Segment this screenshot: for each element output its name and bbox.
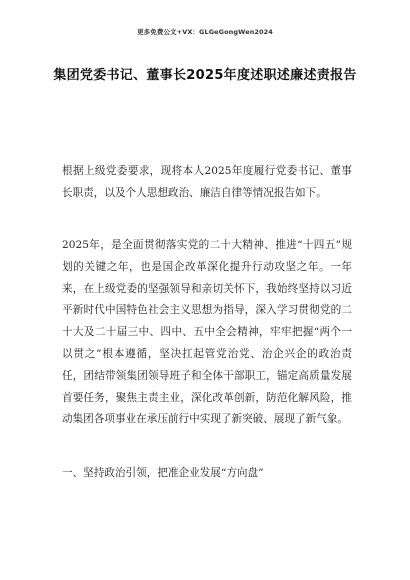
section-heading-1: [62, 463, 352, 485]
paragraph-overview: [62, 235, 352, 431]
document-title: 集团党委书记、董事长2025年度述职述廉述责报告: [53, 68, 357, 83]
header-note: 更多免费公文+VX：GLGeGongWen2024: [137, 28, 273, 36]
section-heading-text: 一、坚持政治引领，把准企业发展“方向盘”: [62, 467, 264, 479]
paragraph-intro: [62, 161, 352, 205]
paragraph-text: 根据上级党委要求，现将本人2025年度履行党委书记、董事长职责，以及个人思想政治、廉洁自律等情况报告如下。: [62, 165, 352, 199]
paragraph-text: 2025年，是全面贯彻落实党的二十大精神、推进“十四五”规划的关键之年，也是国企改革深化提升行动攻坚之年。一年来，在上级党委的坚强领导和亲切关怀下，我始终坚持以习近平新时代中国特色社会主义思想为指导，深入学习贯彻党的二十大及二十届三中、四中、五中全会精神，牢牢把握“两个一以贯之”根本遵循，坚决扛起管党治党、治企兴企的政治责任，团结带领集团领导班子和全体干部职工，锚定高质量发展首要任务，聚焦主责主业，深化改革创新，防范化解风险，推动集团各项事业在承压前行中实现了新突破、展现了新气象。: [62, 239, 352, 426]
